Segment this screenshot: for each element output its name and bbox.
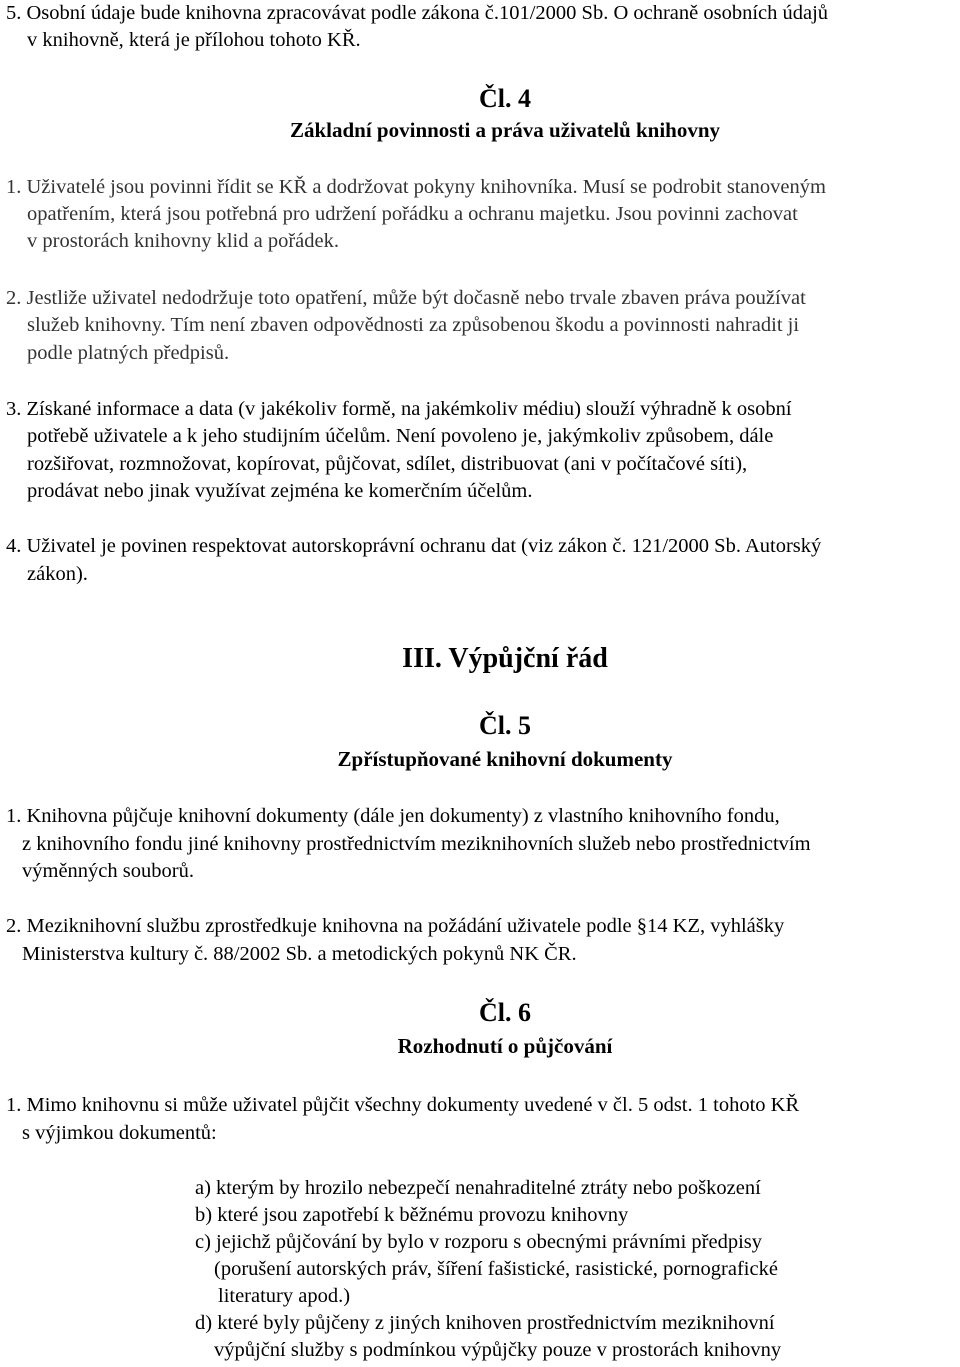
- article-4-p3-line-4: prodávat nebo jinak využívat zejména ke komerčním účelům.: [27, 480, 533, 502]
- article-5-p2-line-2: Ministerstva kultury č. 88/2002 Sb. a metodických pokynů NK ČR.: [22, 943, 577, 965]
- article-5-p1-line-3: výměnných souborů.: [22, 860, 194, 882]
- list-item-c-line-2: (porušení autorských práv, šíření fašistické, rasistické, pornografické: [214, 1258, 778, 1280]
- article-4-title: Základní povinnosti a práva uživatelů knihovny: [289, 118, 721, 142]
- article-4-p1-line-2: opatřením, která jsou potřebná pro udržení pořádku a ochranu majetku. Jsou povinni zachovat: [27, 203, 798, 225]
- list-item-c-line-3: literatury apod.): [218, 1285, 351, 1307]
- article-4-p2-line-2: služeb knihovny. Tím není zbaven odpovědnosti za způsobenou škodu a povinnosti nahradit ji: [27, 314, 800, 336]
- article-4-p4-line-2: zákon).: [27, 563, 88, 585]
- article-4-heading: Čl. 4: [479, 84, 531, 113]
- article-4-p1-line-3: v prostorách knihovny klid a pořádek.: [27, 230, 339, 252]
- article-5-p1-line-1: 1. Knihovna půjčuje knihovní dokumenty (dále jen dokumenty) z vlastního knihovního fondu,: [6, 805, 780, 827]
- list-item-b: b) které jsou zapotřebí k běžnému provozu knihovny: [195, 1204, 629, 1226]
- article-6-title: Rozhodnutí o půjčování: [397, 1034, 613, 1058]
- list-item-d-line-2: výpůjční služby s podmínkou výpůjčky pouze v prostorách knihovny: [214, 1339, 782, 1361]
- list-item-d-line-1: d) které byly půjčeny z jiných knihoven prostřednictvím meziknihovní: [195, 1312, 775, 1334]
- article-6-p1-line-1: 1. Mimo knihovnu si může uživatel půjčit všechny dokumenty uvedené v čl. 5 odst. 1 tohoto KŘ: [6, 1094, 800, 1116]
- section-3-heading: III. Výpůjční řád: [402, 643, 608, 674]
- article-5-heading: Čl. 5: [479, 711, 531, 740]
- article-5-title: Zpřístupňované knihovní dokumenty: [337, 747, 673, 771]
- article-4-p3-line-3: rozšiřovat, rozmnožovat, kopírovat, půjčovat, sdílet, distribuovat (ani v počítačové síti),: [27, 453, 748, 475]
- article-5-p1-line-2: z knihovního fondu jiné knihovny prostřednictvím meziknihovních služeb nebo prostřednictvím: [22, 833, 811, 855]
- article-4-p2-line-3: podle platných předpisů.: [27, 342, 230, 364]
- article-4-p3-line-2: potřebě uživatele a k jeho studijním účelům. Není povoleno je, jakýmkoliv způsobem, dále: [27, 425, 774, 447]
- article-4-p2-line-1: 2. Jestliže uživatel nedodržuje toto opatření, může být dočasně nebo trvale zbaven práva používat: [6, 287, 806, 309]
- article-6-heading: Čl. 6: [479, 998, 531, 1027]
- article-4-p1-line-1: 1. Uživatelé jsou povinni řídit se KŘ a dodržovat pokyny knihovníka. Musí se podrobit stanoveným: [6, 176, 826, 198]
- article-4-p4-line-1: 4. Uživatel je povinen respektovat autorskoprávní ochranu dat (viz zákon č. 121/2000 Sb. Autorský: [6, 535, 822, 557]
- article-5-p2-line-1: 2. Meziknihovní službu zprostředkuje knihovna na požádání uživatele podle §14 KZ, vyhlášky: [6, 915, 785, 937]
- list-item-c-line-1: c) jejichž půjčování by bylo v rozporu s obecnými právními předpisy: [195, 1231, 763, 1253]
- paragraph-5-line-2: v knihovně, která je přílohou tohoto KŘ.: [27, 29, 361, 51]
- list-item-a: a) kterým by hrozilo nebezpečí nenahraditelné ztráty nebo poškození: [195, 1177, 761, 1199]
- paragraph-5-line-1: 5. Osobní údaje bude knihovna zpracovávat podle zákona č.101/2000 Sb. O ochraně osobních údajů: [6, 2, 829, 24]
- article-6-p1-line-2: s výjimkou dokumentů:: [22, 1122, 217, 1144]
- article-4-p3-line-1: 3. Získané informace a data (v jakékoliv formě, na jakémkoliv médiu) slouží výhradně k osobní: [6, 398, 792, 420]
